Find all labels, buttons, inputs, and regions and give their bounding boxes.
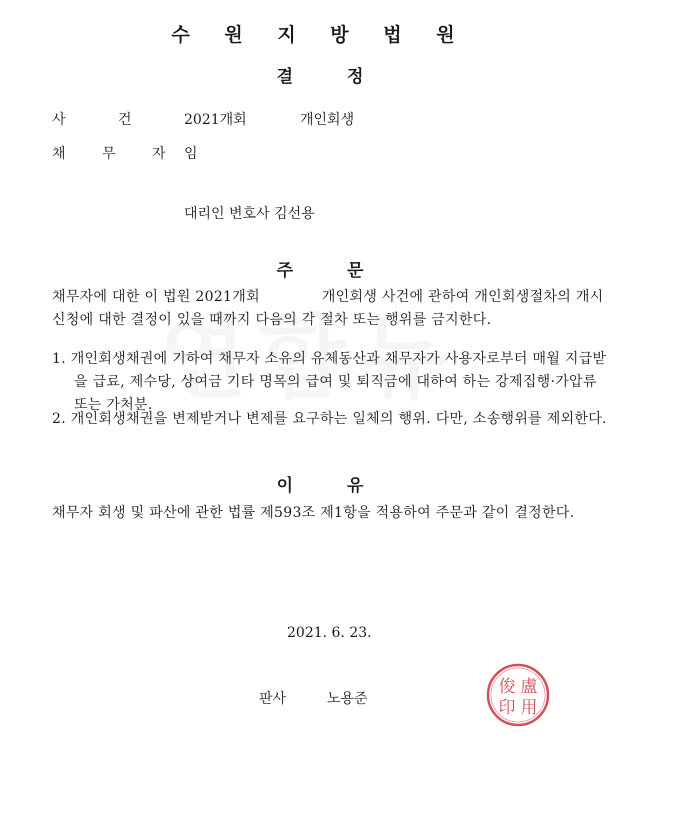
order-heading: 주 문	[276, 261, 364, 281]
debtor-label: 채 무 자	[52, 146, 182, 162]
case-number: 2021개회	[184, 112, 247, 128]
judge-title: 판사	[259, 691, 287, 707]
svg-text:用: 用	[520, 698, 538, 718]
order-item-1: 1. 개인회생채권에 기하여 채무자 소유의 유체동산과 채무자가 사용자로부터 매월 지급받을 급료, 제수당, 상여금 기타 명목의 급여 및 퇴직금에 대하여 하는 강제집행·가압류 또는 가처분.	[52, 351, 607, 413]
document-type-heading: 결 정	[276, 67, 364, 87]
decision-date: 2021. 6. 23.	[287, 625, 372, 641]
judge-seal-stamp	[485, 662, 551, 728]
reason-text: 채무자 회생 및 파산에 관한 법률 제593조 제1항을 적용하여 주문과 같이 결정한다.	[52, 505, 575, 521]
case-label: 사 건	[52, 112, 156, 128]
svg-text:盧: 盧	[520, 677, 538, 697]
order-intro: 채무자에 대한 이 법원 2021개회 개인회생 사건에 관하여 개인회생절차의 개시신청에 대한 결정이 있을 때까지 다음의 각 절차 또는 행위를 금지한다.	[52, 289, 604, 328]
svg-text:俊: 俊	[498, 677, 516, 697]
reason-heading: 이 유	[276, 476, 364, 496]
order-item-2: 2. 개인회생채권을 변제받거나 변제를 요구하는 일체의 행위. 다만, 소송행위를 제외한다.	[52, 411, 607, 427]
debtor-name: 임	[184, 146, 198, 162]
svg-text:印: 印	[498, 698, 516, 718]
case-type: 개인회생	[300, 112, 355, 128]
agent-line: 대리인 변호사 김선용	[184, 206, 315, 222]
judge-name: 노용준	[327, 691, 368, 707]
court-name: 수 원 지 방 법 원	[171, 24, 469, 46]
